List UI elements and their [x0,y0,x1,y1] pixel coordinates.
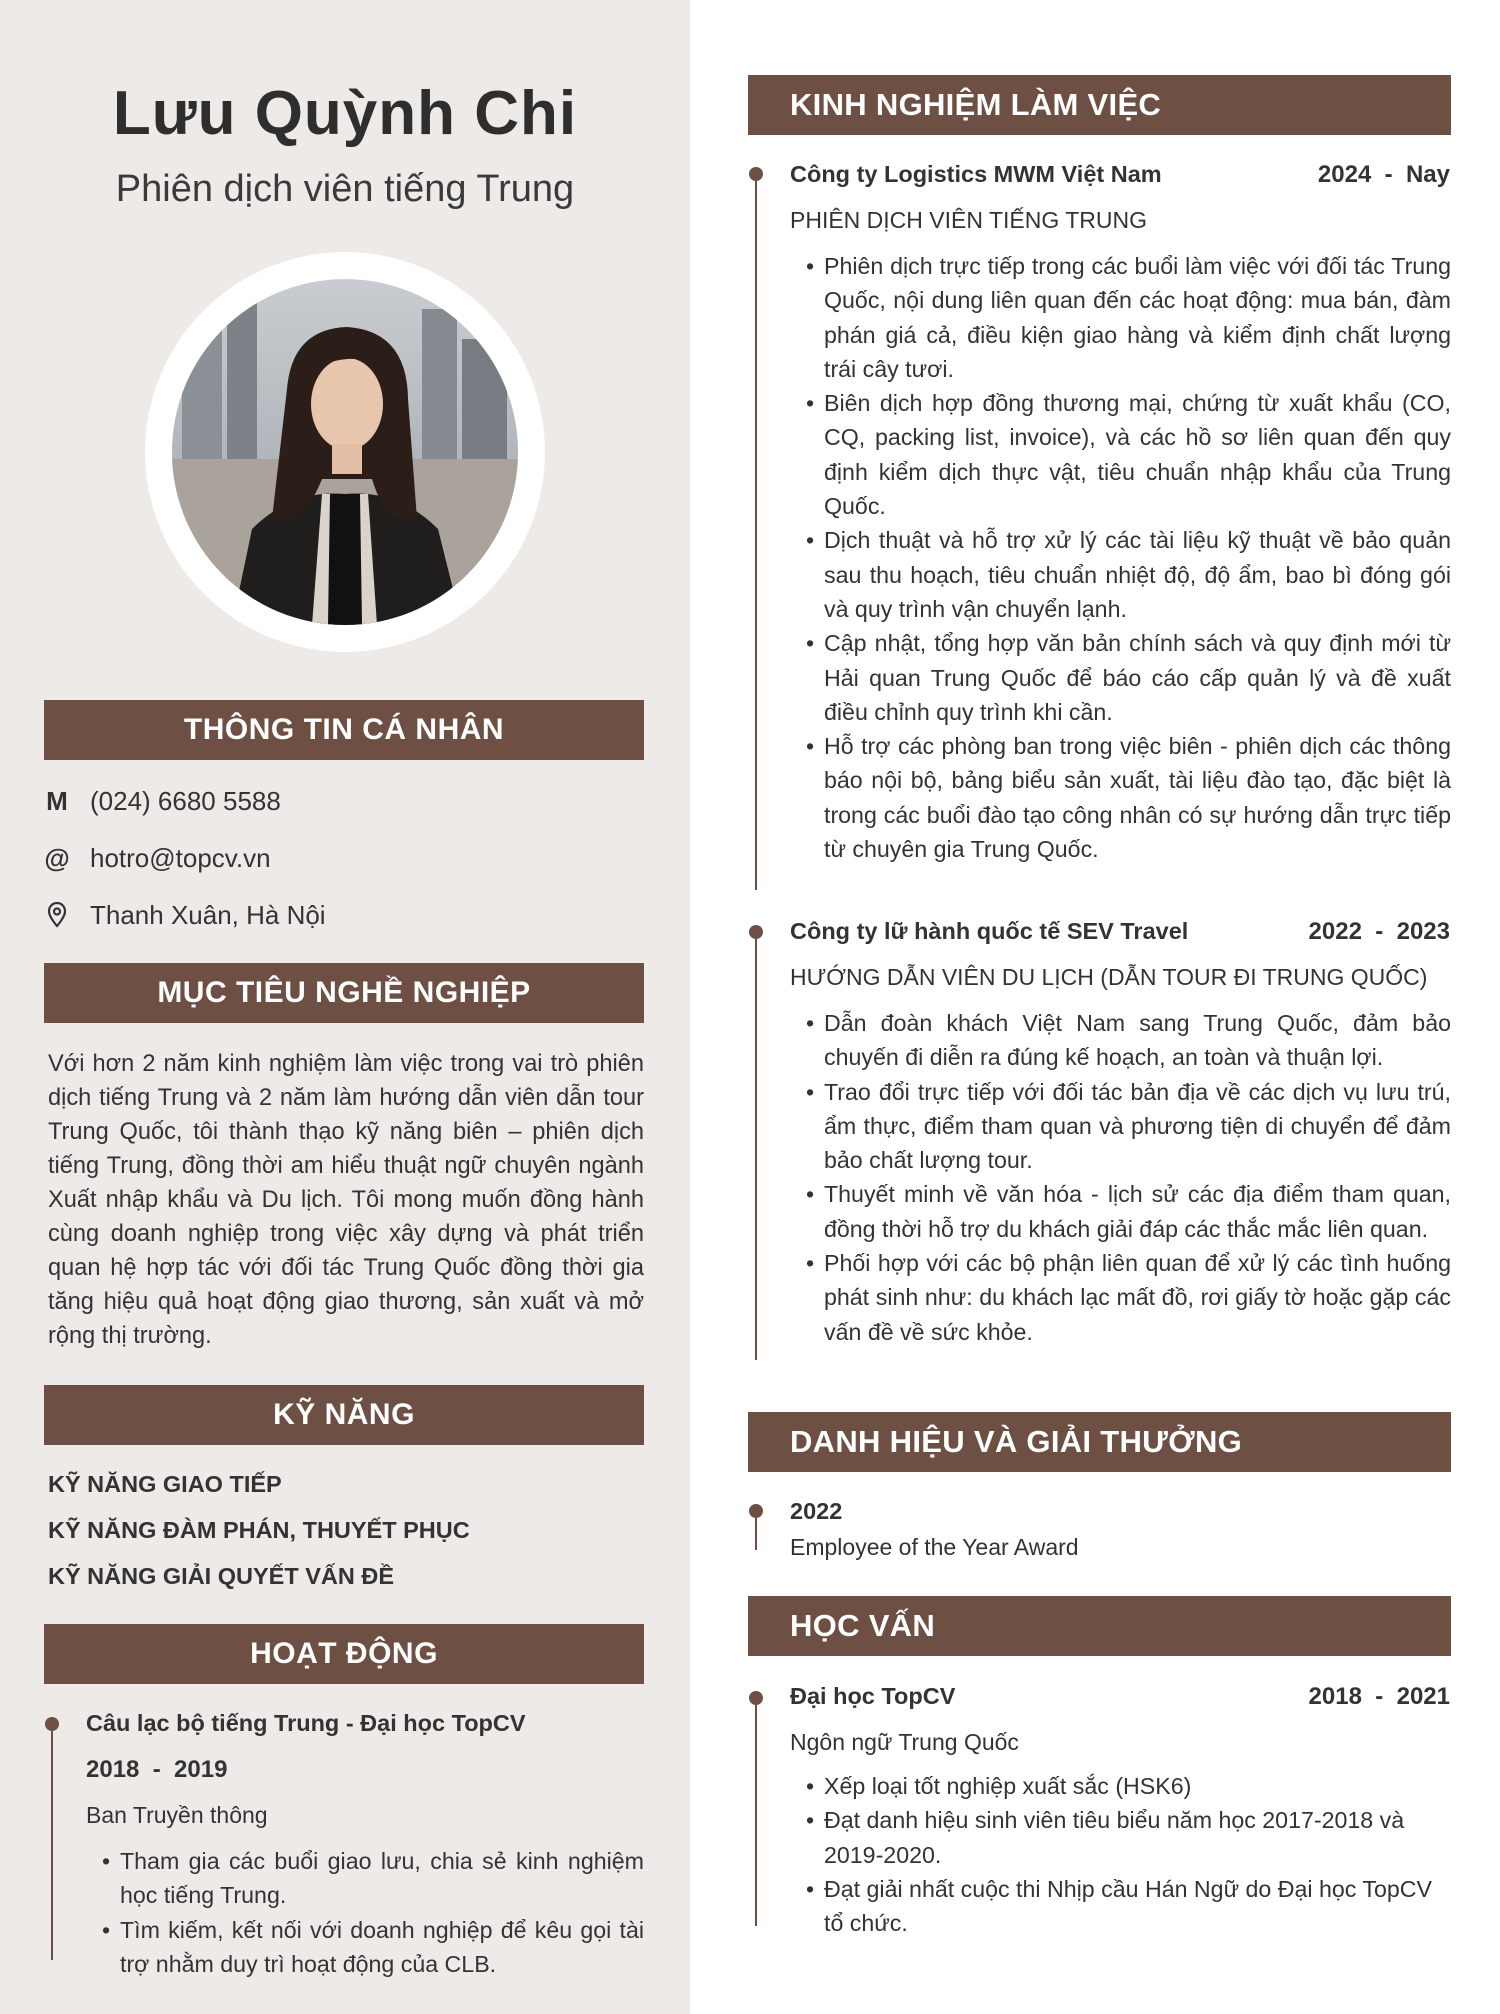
education-major: Ngôn ngữ Trung Quốc [790,1729,1019,1755]
experience-role: HƯỚNG DẪN VIÊN DU LỊCH (DẪN TOUR ĐI TRUNG QUỐC) [790,964,1428,990]
list-item: • Dẫn đoàn khách Việt Nam sang Trung Quốc, đảm bảo chuyến đi diễn ra đúng kế hoạch, an toàn và thuận lợi. [790,1006,1451,1075]
address-row [44,895,326,935]
skill-item: KỸ NĂNG GIẢI QUYẾT VẤN ĐỀ [48,1563,395,1589]
education-years: 2018 - 2021 [1308,1683,1450,1710]
list-item: • Tham gia các buổi giao lưu, chia sẻ kinh nghiệm học tiếng Trung. [86,1844,644,1913]
email-address[interactable]: hotro@topcv.vn [90,842,271,873]
experience-bullets [790,249,1451,866]
email-icon: @ [44,842,70,873]
phone-row [44,781,281,821]
list-item: • Dịch thuật và hỗ trợ xử lý các tài liệu kỹ thuật về bảo quản sau thu hoạch, tiêu chuẩn nhiệt độ, độ ẩm, bao bì đóng gói và quy trình vận chuyển lạnh. [790,523,1451,626]
activity-bullets [86,1844,644,1981]
timeline-dot [45,1717,59,1731]
email-row [44,838,271,878]
timeline-dot [749,925,763,939]
list-item: • Đạt giải nhất cuộc thi Nhịp cầu Hán Ngữ do Đại học TopCV tổ chức. [790,1872,1451,1941]
timeline-line [755,1696,757,1926]
timeline-dot [749,1691,763,1705]
profile-photo [172,279,518,625]
experience-bullets [790,1006,1451,1349]
experience-role: PHIÊN DỊCH VIÊN TIẾNG TRUNG [790,207,1147,233]
candidate-name: Lưu Quỳnh Chi [112,79,578,148]
award-year: 2022 [790,1498,843,1524]
experience-header: KINH NGHIỆM LÀM VIỆC [748,75,1451,135]
list-item: • Biên dịch hợp đồng thương mại, chứng từ xuất khẩu (CO, CQ, packing list, invoice), và các hồ sơ liên quan đến quy định kiểm dịch thực vật, tiêu chuẩn nhập khẩu của Trung Quốc. [790,386,1451,523]
objective-text: Với hơn 2 năm kinh nghiệm làm việc trong vai trò phiên dịch tiếng Trung và 2 năm làm hướng dẫn viên dẫn tour Trung Quốc, tôi thành thạo kỹ năng biên – phiên dịch tiếng Trung, đồng thời am hiểu thuật ngữ chuyên ngành Xuất nhập khẩu và Du lịch. Tôi mong muốn đồng hành cùng doanh nghiệp trong việc xây dựng và phát triển quan hệ hợp tác với đối tác Trung Quốc đồng thời gia tăng hiệu quả hoạt động giao thương, sản xuất và mở rộng thị trường. [48,1051,644,1349]
timeline-line [755,1518,757,1550]
timeline-dot [749,167,763,181]
awards-header: DANH HIỆU VÀ GIẢI THƯỞNG [748,1412,1451,1472]
skill-item: KỸ NĂNG GIAO TIẾP [48,1471,282,1497]
objective-header: MỤC TIÊU NGHỀ NGHIỆP [44,963,644,1023]
timeline-line [51,1722,53,1960]
list-item: • Tìm kiếm, kết nối với doanh nghiệp để kêu gọi tài trợ nhằm duy trì hoạt động của CLB. [86,1913,644,1982]
timeline-dot [749,1504,763,1518]
activities-header: HOẠT ĐỘNG [44,1624,644,1684]
education-bullets [790,1769,1451,1940]
skill-item: KỸ NĂNG ĐÀM PHÁN, THUYẾT PHỤC [48,1517,470,1543]
activity-role: Ban Truyền thông [86,1802,268,1828]
personal-info-header: THÔNG TIN CÁ NHÂN [44,700,644,760]
skills-header: KỸ NĂNG [44,1385,644,1445]
experience-company: Công ty lữ hành quốc tế SEV Travel [790,918,1189,944]
list-item: • Thuyết minh về văn hóa - lịch sử các địa điểm tham quan, đồng thời hỗ trợ du khách giải đáp các thắc mắc liên quan. [790,1177,1451,1246]
phone-icon: M [46,785,68,816]
list-item: • Trao đổi trực tiếp với đối tác bản địa về các dịch vụ lưu trú, ẩm thực, điểm tham quan và phương tiện di chuyển để đảm bảo chất lượng tour. [790,1075,1451,1178]
timeline-line [755,930,757,1360]
list-item: • Phối hợp với các bộ phận liên quan để xử lý các tình huống phát sinh như: du khách lạc mất đồ, rơi giấy tờ hoặc gặp các vấn đề về sức khỏe. [790,1246,1451,1349]
list-item: • Hỗ trợ các phòng ban trong việc biên - phiên dịch các thông báo nội bộ, bảng biểu sản xuất, tài liệu đào tạo, đặc biệt là trong các buổi đào tạo công nhân có sự hướng dẫn trực tiếp từ chuyên gia Trung Quốc. [790,729,1451,866]
map-pin-icon [44,900,70,930]
education-school: Đại học TopCV [790,1683,956,1709]
address: Thanh Xuân, Hà Nội [90,899,326,930]
list-item: • Cập nhật, tổng hợp văn bản chính sách và quy định mới từ Hải quan Trung Quốc để báo cáo cấp quản lý và đề xuất điều chỉnh quy trình khi cần. [790,626,1451,729]
education-header: HỌC VẤN [748,1596,1451,1656]
experience-company: Công ty Logistics MWM Việt Nam [790,161,1162,187]
award-name: Employee of the Year Award [790,1534,1079,1560]
activity-org: Câu lạc bộ tiếng Trung - Đại học TopCV [86,1710,526,1736]
timeline-line [755,172,757,890]
experience-years: 2022 - 2023 [1308,918,1450,945]
activity-years: 2018 - 2019 [86,1756,228,1783]
phone-number: (024) 6680 5588 [90,785,281,816]
experience-years: 2024 - Nay [1317,161,1450,188]
list-item: • Phiên dịch trực tiếp trong các buổi làm việc với đối tác Trung Quốc, nội dung liên quan đến các hoạt động: mua bán, đàm phán giá cả, điều kiện giao hàng và kiểm định chất lượng trái cây tươi. [790,249,1451,386]
list-item: • Đạt danh hiệu sinh viên tiêu biểu năm học 2017-2018 và 2019-2020. [790,1803,1451,1872]
job-title: Phiên dịch viên tiếng Trung [115,168,575,210]
list-item: • Xếp loại tốt nghiệp xuất sắc (HSK6) [790,1769,1451,1803]
